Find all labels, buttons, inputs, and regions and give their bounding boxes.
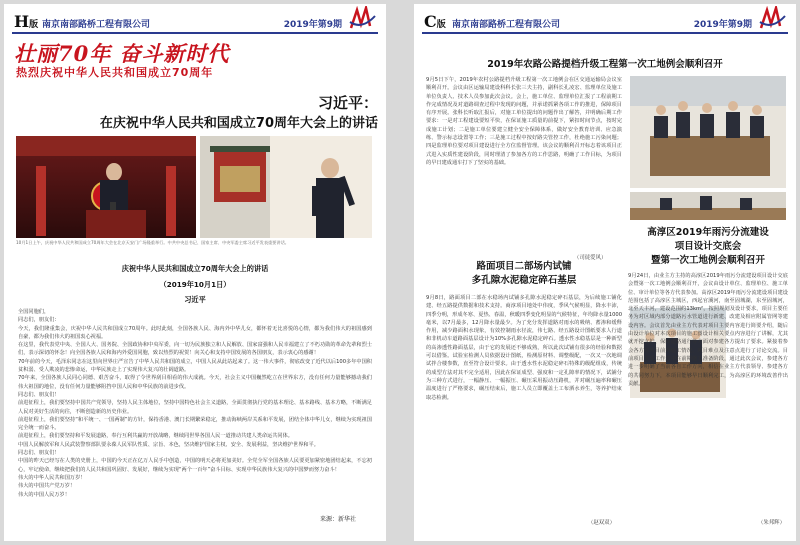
page-c <box>414 4 796 541</box>
company-logo-icon <box>348 6 376 32</box>
page-h <box>4 4 386 541</box>
article2-title-line: 多孔隙水泥稳定碎石基层 <box>471 275 577 286</box>
speech-paragraph: 前进征程上，我们要坚持“和平统一、一国两制”的方针，保持香港、澳门长期繁荣稳定，推动海峡两岸关系和平发展，团结全体中华儿女，继续为实现祖国完全统一而奋斗。 <box>18 416 372 432</box>
speech-paragraph: 伟大的中华人民共和国万岁！ <box>18 474 86 481</box>
article2-title <box>426 260 622 288</box>
article2-text: 9月8日，路面项目二部在水稳场内试铺多孔隙水泥稳定碎石基层，为后续施工铺化建、经五路提供数据和技术支持。商淳项目地处中伟度，季风气候明显，降水丰沛，四季分明，形成冬寒、夏热、春温，秋暖四季变化明显的气候特征，年均降水量1000毫米，以7月最多，12月降水量最少。为了充分发挥道路对雨水的吸纳、蓄渗和缓释作用，减少路面积水现象，有效控制雨水径流，伟七路、经五路设计图纸要求人行道和非机动车道路面基层设计为10%多孔隙水泥稳定碎石。透水性水稳基层是一种新型的高渗透性路面基层，由于它的发展还不够成熟，所以此次试铺有很多的经验和数据可以借鉴。试验室检测人员依据设计图纸，检测原材料、调整级配，一次又一次地调试拌合楼参数，直至符合设计要求。由于透水性水泥稳定碎石特殊的级配组成，传统的成型方法对其不完全适用，因此在保证成型、强度和一定孔隙率的情况下，试铺分为三种方式进行，一幅静压、一幅振压、碾压采用振动压路机，并对碾压遍率和碾压温度进行了严格要求，碾压结束后，施工人员立即覆盖土工布洒水养生，等养护结束取芯检测。 <box>426 295 622 401</box>
company-name: 南京南部路桥工程有限公司 <box>42 20 151 30</box>
speech-paragraph: 同志们，朋友们： <box>18 317 60 324</box>
photo-meeting-1 <box>630 76 786 188</box>
company-name: 南京南部路桥工程有限公司 <box>452 20 561 30</box>
article1-text: 9月5日下午，2019年农村公路提档升级工程第一次工地例会在区交通运输局会议室顺利召开。会议由区运输局建设科科长张三夫主持，副科长孔凌宏、监理单位及施工单位负责人、技术人员参加此次会议。会上，施工单位、监理单位汇报了工程前期工作完成情况及对道路调查过程中发现的问题，并承诺抓紧各项工作的推进，保障项目有序开展。张科长听取汇报后，对施工单位提出的问题作出了解答，并明确后期工作要求：一是对工程建设要短平快，在保证施工质量的前提下，紧扣时间节点，按时完成施工计划；二是施工单位要建立健全安全保障体系，做好安全教育培训、应急演练、警示标志设置等工作；三是施工过程中按好路尖管控工作，杜绝施工污染问题；四是监理单位要对项目建设进行全方位监督管理。该会议的顺利召开标志着该项目正式进入实质性建设阶段，同时理清了参加各方的工作思路，明确了工作目标，为项目的早日建成通车打下了坚实的基础。 <box>426 77 622 166</box>
speech-paragraph: 同志们、朋友们！ <box>18 450 60 457</box>
article3-title-line: 项目设计交底会 <box>674 241 742 252</box>
speech-paragraph: 70年来，全国各族人民同心同德、艰苦奋斗，取得了令世界刮目相看的伟大成就。今天，社会主义中国巍然屹立在世界东方，没有任何力量能够撼动我们伟大祖国的地位，没有任何力量能够阻挡中国人民和中华民族的前进步伐。 <box>18 375 372 390</box>
article3-title-line: 暨第一次工地例会顺利召开 <box>650 255 765 266</box>
page-header <box>12 12 378 34</box>
article1-body <box>426 76 622 254</box>
speech-paragraph: 前进征程上，我们要坚持和平发展道路，奉行互利共赢的开放战略，继续同世界各国人民一道推动共建人类命运共同体。 <box>18 433 293 440</box>
speaker-name: 习近平： <box>317 94 378 112</box>
headline: 壮丽70年 奋斗新时代 <box>14 41 230 66</box>
speech-paragraph: 前进征程上，我们要坚持中国共产党领导，坚持人民主体地位，坚持中国特色社会主义道路，全面贯彻执行党的基本理论、基本路线、基本方略，不断满足人民对美好生活的向往，不断创造新的历史伟业。 <box>18 400 372 415</box>
article2-title-line: 路面项目二部场内试铺 <box>476 261 572 272</box>
company-logo-icon <box>758 6 786 32</box>
speech-paragraph: 中国的昨天已经写在人类的史册上，中国的今天正在亿万人民手中创造，中国的明天必将更加美好。全党全军全国各族人民要更加紧密地团结起来，不忘初心，牢记使命，继续把我们的人民共和国巩固好、发展好，继续为实现“两个一百年”奋斗目标、实现中华民族伟大复兴的中国梦而努力奋斗！ <box>18 458 372 473</box>
article3-title <box>628 226 788 268</box>
article2-body <box>426 294 622 514</box>
speech-paragraph: 70年前的今天，毛泽东同志在这里向世界庄严宣告了中华人民共和国的成立，中国人民从此站起来了。这一伟大事件，彻底改变了近代以后100多年中国积贫积弱、受人欺凌的悲惨命运，中华民族走上了实现伟大复兴的壮阔道路。 <box>18 358 372 374</box>
speech-title: 在庆祝中华人民共和国成立70周年大会上的讲话 <box>99 116 378 131</box>
article3-body <box>628 272 788 518</box>
source-note: 来源：新华社 <box>319 516 356 523</box>
photo-caption: 10月1日上午，庆祝中华人民共和国成立70周年大会在北京天安门广场隆重举行。中共中央总书记、国家主席、中央军委主席习近平发表重要讲话。 <box>16 240 289 245</box>
article3-text: 9月24日，由业主方主持的高淳区2019年雨污分流建设项目设计交底会暨第一次工地例会顺利召开，会议由设计单位、监理单位、施工单位、审计单位等各方代表参加。高淳区2019年雨污分流建设项目建设范围包括了高淳区主城区，西起官溪河，南至固城湖，东至固城河，北至天丰河，建设范围约13km²，按照规划及设计要求，项目主要任务为对区域内部分道路污水管道进行新建、改建及相应附属管网等建设内容。会议首先由业主方代表对项目主要内容进行简要介绍，随后由设计单位对本次项目的施工图设计相关要点内容进行了讲解，尤其就开挖支护、保障道路通行等方面对参建各方提出了要求。紧接着参会各方对项目前期施工情况、项目难点及注意点进行了讨论交流。目前项目主要工作集中在前期施工准备阶段，通过此次会议，参建各方进一步明确了当前各自工作方向，相信在业主方代表领导、参建各方的共同努力下，本项目能够早日顺利完工，为高淳区的环境改善作出贡献。 <box>628 273 788 387</box>
article3-title-line: 高淳区2019年雨污分流建设 <box>647 227 769 238</box>
speech-paragraph: 同志们、朋友们！ <box>18 391 60 398</box>
photo-podium <box>16 136 196 238</box>
speech-paragraph: 全国同胞们， <box>18 309 50 315</box>
speech-paragraph: 伟大的中国共产党万岁！ <box>18 483 76 490</box>
issue-number: 2019年第9期 <box>693 20 752 30</box>
photo-meeting-2 <box>630 192 786 220</box>
issue-number: 2019年第9期 <box>283 20 342 30</box>
content-title: 庆祝中华人民共和国成立70周年大会上的讲话 <box>121 264 269 273</box>
photo-tiananmen <box>200 136 372 238</box>
content-date: （2019年10月1日） <box>159 280 231 289</box>
content-author: 习近平 <box>184 295 206 304</box>
article2-author: （赵双双） <box>588 520 615 526</box>
subheadline: 热烈庆祝中华人民共和国成立70周年 <box>16 66 214 79</box>
speech-paragraph: 在这里，我代表党中央、全国人大、国务院、全国政协和中央军委，向一切为民族独立和人民解放、国家富强和人民幸福建立了不朽功勋的革命先辈和烈士们，表示深切的怀念！向全国各族人民和海内外爱国同胞，致以热烈的祝贺！向关心和支持中国发展的各国朋友，表示衷心的感谢！ <box>18 342 372 357</box>
page-header <box>422 12 788 34</box>
speech-body <box>18 308 372 518</box>
article1-author: （司徒爱风） <box>574 255 607 261</box>
article3-author: （朱邦辉） <box>758 520 785 526</box>
version-mark: H版 <box>14 12 39 31</box>
speech-paragraph: 今天，我们隆重集会，庆祝中华人民共和国成立70周年。此时此刻，全国各族人民、海内外中华儿女，都怀着无比喜悦的心情，都为我们伟大的祖国感到自豪，都为我们伟大的祖国衷心祝福。 <box>18 325 372 340</box>
speech-paragraph: 伟大的中国人民万岁！ <box>18 491 70 498</box>
article1-title: 2019年农路公路提档升级工程第一次工地例会顺利召开 <box>487 59 723 70</box>
speech-paragraph: 中国人民解放军和人民武装警察部队要永葆人民军队性质、宗旨、本色，坚决维护国家主权、安全、发展利益，坚决维护世界和平。 <box>18 441 319 448</box>
version-mark: C版 <box>424 12 446 31</box>
